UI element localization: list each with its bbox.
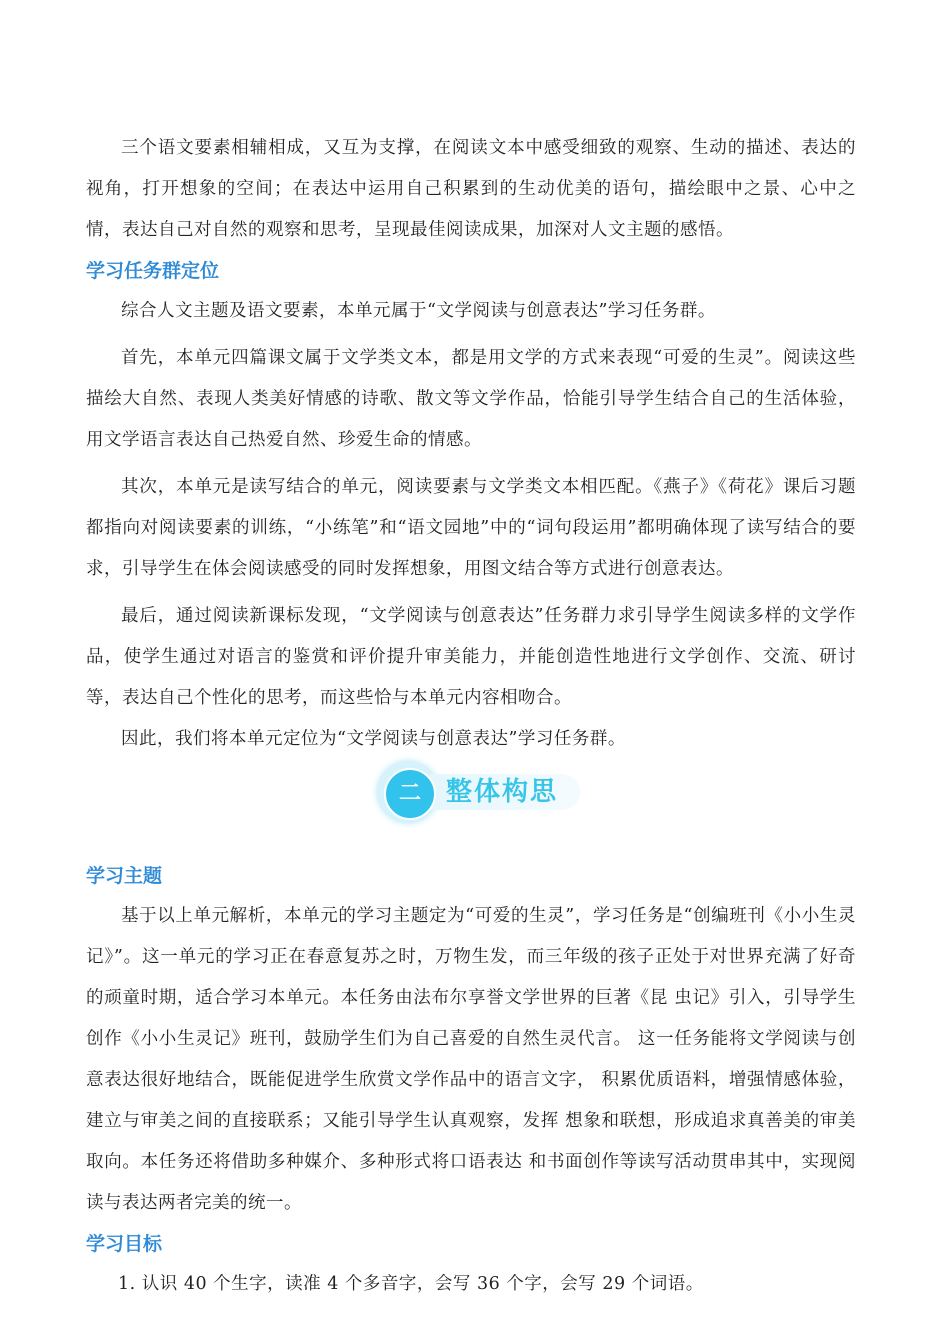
section-banner: [86, 760, 856, 830]
positioning-paragraph-2: 首先，本单元四篇课文属于文学类文本，都是用文学的方式来表现“可爱的生灵”。阅读这些描绘大自然、表现人类美好情感的诗歌、散文等文学作品，恰能引导学生结合自己的生活体验，用文学语言表达自己热爱自然、珍爱生命的情感。: [86, 348, 856, 450]
goal-item-1: 1. 认识 40 个生字，读准 4 个多音字，会写 36 个字，会写 29 个词语。: [118, 1274, 704, 1294]
positioning-paragraph-5: 因此，我们将本单元定位为“文学阅读与创意表达”学习任务群。: [121, 729, 626, 749]
section-heading-goals: 学习目标: [86, 1233, 163, 1255]
theme-paragraph: 基于以上单元解析，本单元的学习主题定为“可爱的生灵”，学习任务是“创编班刊《小小生灵记》”。这一单元的学习正在春意复苏之时，万物生发，而三年级的孩子正处于对世界充满了好奇的顽童时期，适合学习本单元。本任务由法布尔享誉文学世界的巨著《昆 虫记》引入，引导学生创作《小小生灵记》班刊，鼓励学生们为自己喜爱的自然生灵代言。 这一任务能将文学阅读与创意表达很好地结合，既能促进学生欣赏文学作品中的语言文字， 积累优质语料，增强情感体验，建立与审美之间的直接联系；又能引导学生认真观察，发挥 想象和联想，形成追求真善美的审美取向。本任务还将借助多种媒介、多种形式将口语表达 和书面创作等读写活动贯串其中，实现阅读与表达两者完美的统一。: [86, 906, 856, 1213]
positioning-paragraph-4: 最后，通过阅读新课标发现，“文学阅读与创意表达”任务群力求引导学生阅读多样的文学作品，使学生通过对语言的鉴赏和评价提升审美能力，并能创造性地进行文学创作、交流、研讨等，表达自己个性化的思考，而这些恰与本单元内容相吻合。: [86, 606, 856, 708]
positioning-paragraph-3: 其次，本单元是读写结合的单元，阅读要素与文学类文本相匹配。《燕子》《荷花》课后习题都指向对阅读要素的训练，“小练笔”和“语文园地”中的“词句段运用”都明确体现了读写结合的要求，引导学生在体会阅读感受的同时发挥想象，用图文结合等方式进行创意表达。: [86, 477, 856, 579]
positioning-paragraph-1: 综合人文主题及语文要素，本单元属于“文学阅读与创意表达”学习任务群。: [121, 301, 716, 321]
section-heading-theme: 学习主题: [86, 865, 163, 887]
intro-paragraph: 三个语文要素相辅相成，又互为支撑，在阅读文本中感受细致的观察、生动的描述、表达的视角，打开想象的空间；在表达中运用自己积累到的生动优美的语句，描绘眼中之景、心中之情，表达自己对自然的观察和思考，呈现最佳阅读成果，加深对人文主题的感悟。: [86, 138, 856, 240]
section-heading-positioning: 学习任务群定位: [86, 260, 220, 282]
banner-number: 二: [384, 768, 436, 820]
document-body: [86, 128, 856, 1305]
banner-title: 整体构思: [446, 777, 559, 807]
